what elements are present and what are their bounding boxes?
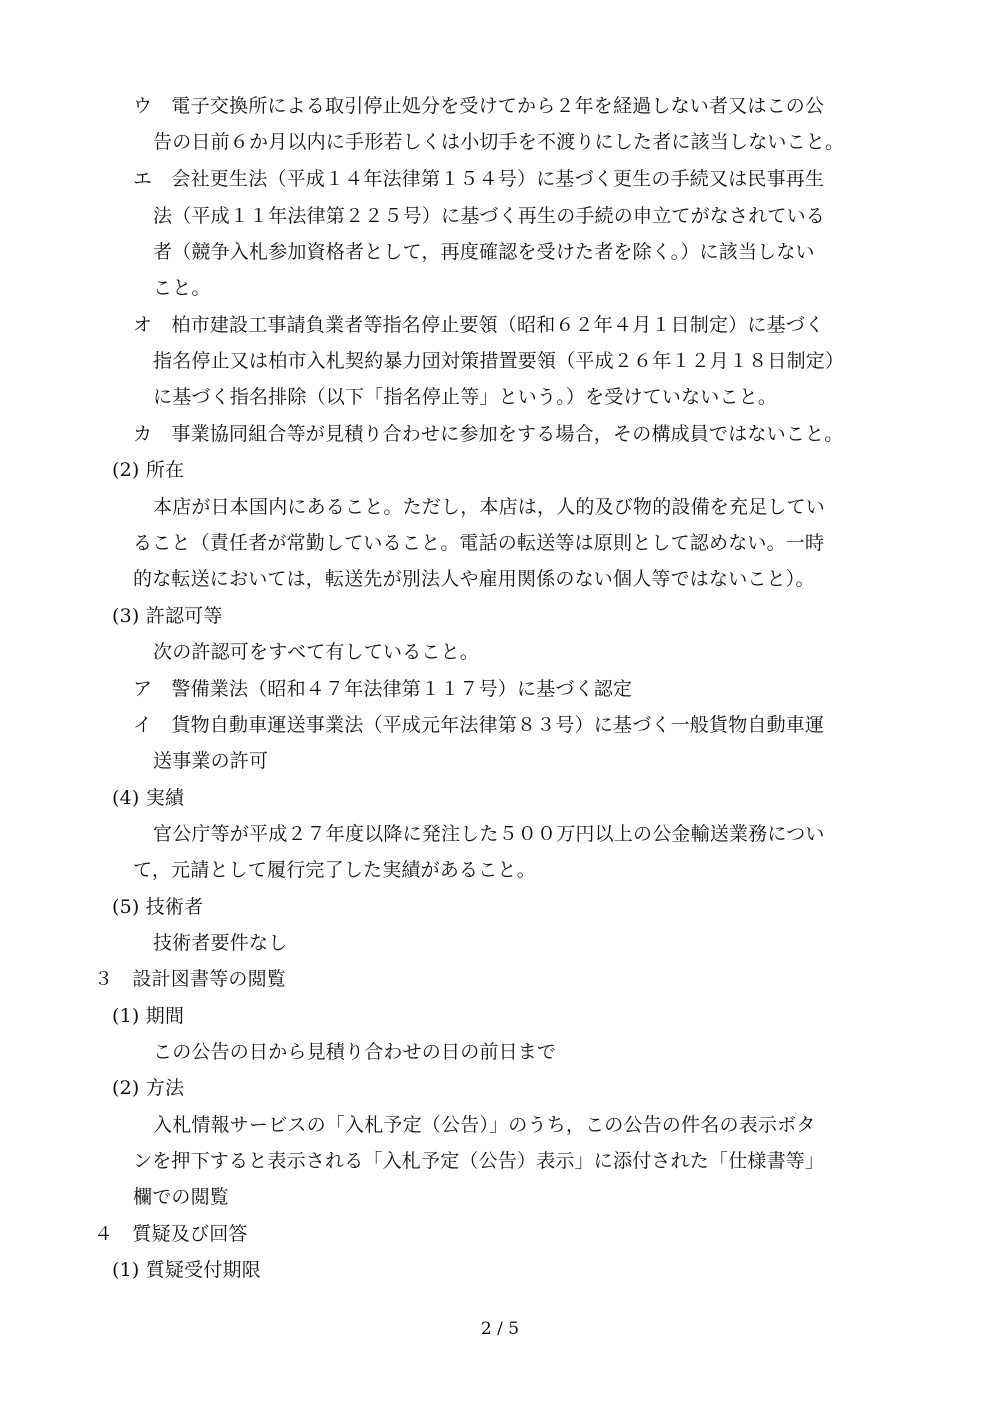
location-text-line-3: 的な転送においては，転送先が別法人や雇用関係のない個人等ではないこと）。 bbox=[133, 568, 815, 590]
license-i-line-2: 送事業の許可 bbox=[153, 750, 269, 772]
section-3-heading: ３ 設計図書等の閲覧 bbox=[94, 968, 287, 990]
record-text-line-2: て，元請として履行完了した実績があること。 bbox=[133, 859, 536, 881]
item-u-line-2: 告の日前６か月以内に手形若しくは小切手を不渡りにした者に該当しないこと。 bbox=[153, 131, 845, 153]
location-text-line-2: ること（責任者が常勤していること。電話の転送等は原則として認めない。一時 bbox=[133, 532, 825, 554]
item-o-line-3: に基づく指名排除（以下「指名停止等」という。）を受けていないこと。 bbox=[153, 386, 778, 408]
section-4-heading: ４ 質疑及び回答 bbox=[94, 1223, 248, 1245]
heading-licenses: (3) 許認可等 bbox=[112, 605, 223, 627]
method-text-line-1: 入札情報サービスの「入札予定（公告）」のうち，この公告の件名の表示ボタ bbox=[153, 1114, 816, 1136]
method-text-line-2: ンを押下すると表示される「入札予定（公告）表示」に添付された「仕様書等」 bbox=[133, 1150, 825, 1172]
engineer-text: 技術者要件なし bbox=[153, 932, 288, 954]
record-text-line-1: 官公庁等が平成２７年度以降に発注した５００万円以上の公金輸送業務につい bbox=[153, 823, 825, 845]
item-e-line-3: 者（競争入札参加資格者として，再度確認を受けた者を除く。）に該当しない bbox=[153, 241, 815, 263]
page-number: 2 / 5 bbox=[480, 1319, 520, 1339]
item-e-line-2: 法（平成１１年法律第２２５号）に基づく再生の手続の申立てがなされている bbox=[153, 205, 826, 227]
licenses-intro: 次の許認可をすべて有していること。 bbox=[153, 641, 480, 663]
item-o-line-2: 指名停止又は柏市入札契約暴力団対策措置要領（平成２６年１２月１８日制定） bbox=[153, 350, 845, 372]
period-text: この公告の日から見積り合わせの日の前日まで bbox=[153, 1041, 557, 1063]
item-u-line-1: ウ 電子交換所による取引停止処分を受けてから２年を経過しない者又はこの公 bbox=[133, 95, 825, 117]
heading-record: (4) 実績 bbox=[112, 787, 185, 809]
heading-question-deadline: (1) 質疑受付期限 bbox=[112, 1259, 261, 1281]
method-text-line-3: 欄での閲覧 bbox=[133, 1186, 230, 1208]
heading-location: (2) 所在 bbox=[112, 459, 185, 481]
heading-method: (2) 方法 bbox=[112, 1077, 185, 1099]
license-a: ア 警備業法（昭和４７年法律第１１７号）に基づく認定 bbox=[133, 678, 633, 700]
item-o-line-1: オ 柏市建設工事請負業者等指名停止要領（昭和６２年４月１日制定）に基づく bbox=[133, 314, 825, 336]
item-e-line-4: こと。 bbox=[153, 277, 211, 299]
location-text-line-1: 本店が日本国内にあること。ただし，本店は，人的及び物的設備を充足してい bbox=[153, 496, 826, 518]
item-ka-line-1: カ 事業協同組合等が見積り合わせに参加をする場合，その構成員ではないこと。 bbox=[133, 423, 844, 445]
license-i-line-1: イ 貨物自動車運送事業法（平成元年法律第８３号）に基づく一般貨物自動車運 bbox=[133, 714, 825, 736]
heading-engineer: (5) 技術者 bbox=[112, 896, 204, 918]
item-e-line-1: エ 会社更生法（平成１４年法律第１５４号）に基づく更生の手続又は民事再生 bbox=[133, 168, 825, 190]
heading-period: (1) 期間 bbox=[112, 1005, 185, 1027]
